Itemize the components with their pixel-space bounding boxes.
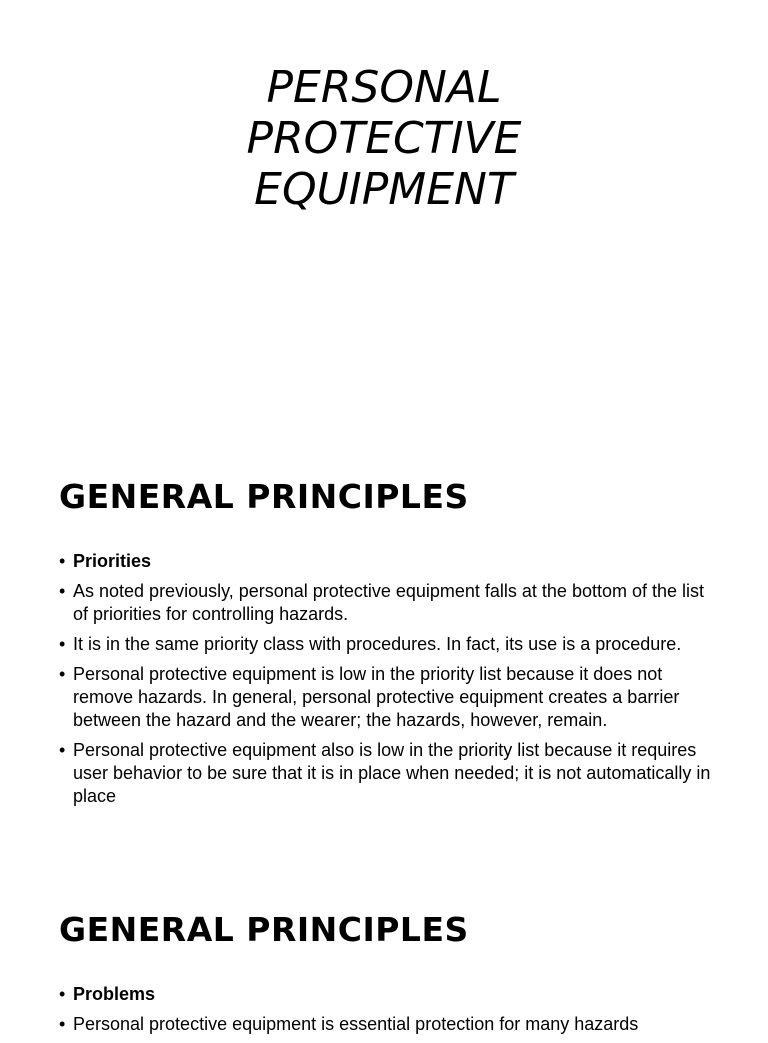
bullet-item — [59, 983, 719, 1006]
bullet-item — [59, 739, 719, 808]
title-line-2: PROTECTIVE — [246, 113, 522, 164]
bullet-text: As noted previously, personal protective equipment falls at the bottom of the list of priorities for controlling hazards. — [73, 581, 705, 624]
title-line-1: PERSONAL — [266, 62, 502, 113]
bullet-list — [59, 550, 719, 808]
bullet-item — [59, 550, 719, 573]
bullet-dot-icon: • — [59, 634, 66, 654]
bullet-dot-icon: • — [59, 551, 66, 571]
section-heading: GENERAL PRINCIPLES — [59, 477, 469, 516]
slide-title — [0, 62, 768, 215]
bullet-text: It is in the same priority class with procedures. In fact, its use is a procedure. — [73, 634, 682, 654]
bullet-text: Priorities — [73, 551, 152, 571]
bullet-text: Personal protective equipment also is low in the priority list because it requires user behavior to be sure that it is in place when needed; it is not automatically in place — [73, 740, 711, 806]
bullet-item — [59, 1013, 719, 1036]
bullet-item — [59, 633, 719, 656]
bullet-list — [59, 983, 719, 1036]
bullet-dot-icon: • — [59, 740, 66, 760]
section-heading: GENERAL PRINCIPLES — [59, 910, 469, 949]
bullet-item — [59, 663, 719, 732]
bullet-dot-icon: • — [59, 581, 66, 601]
bullet-text: Problems — [73, 984, 156, 1004]
bullet-text: Personal protective equipment is low in the priority list because it does not remove hazards. In general, personal protective equipment creates a barrier between the hazard and the wearer; the hazards, however, remain. — [73, 664, 680, 730]
section-general-principles-priorities — [59, 477, 719, 815]
bullet-dot-icon: • — [59, 1014, 66, 1034]
bullet-dot-icon: • — [59, 984, 66, 1004]
bullet-text: Personal protective equipment is essential protection for many hazards — [73, 1014, 639, 1034]
bullet-item — [59, 580, 719, 626]
section-general-principles-problems — [59, 910, 719, 1043]
bullet-dot-icon: • — [59, 664, 66, 684]
title-line-3: EQUIPMENT — [254, 164, 514, 215]
